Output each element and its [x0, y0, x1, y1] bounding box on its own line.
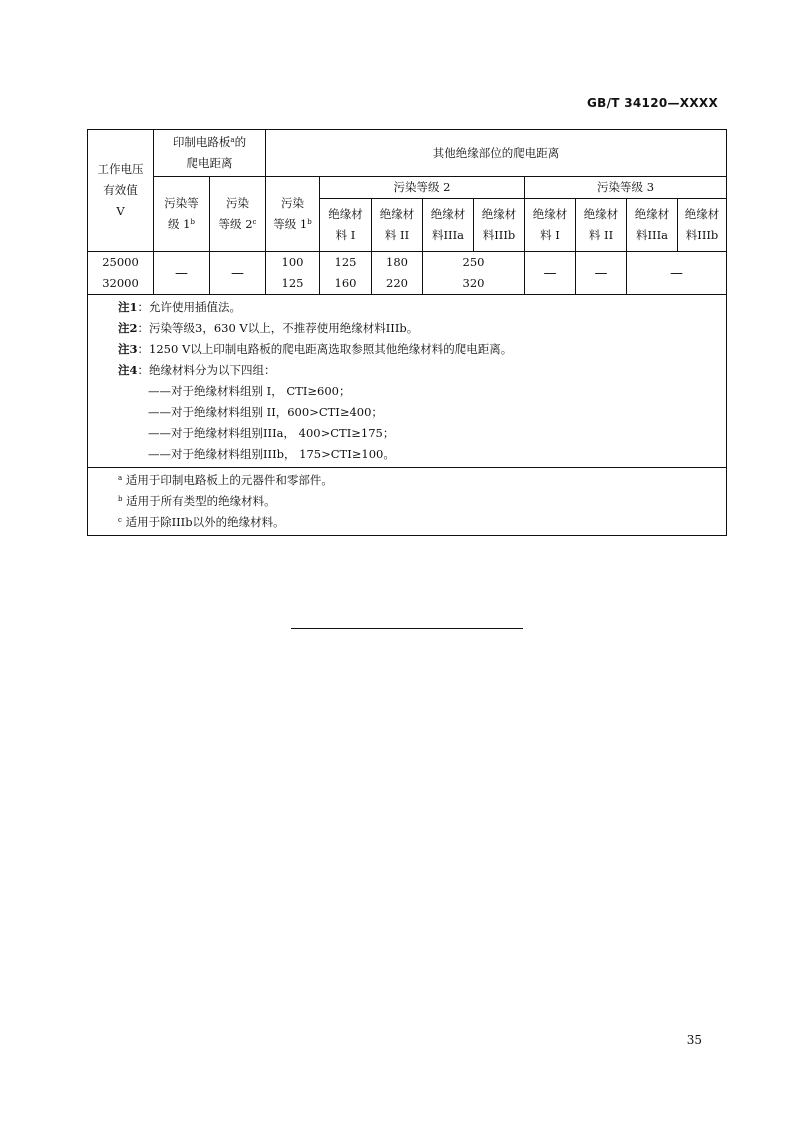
footnote: $^b$ 适用于所有类型的绝缘材料。	[118, 494, 276, 508]
note: 注3：1250 V以上印制电路板的爬电距离选取参照其他绝缘材料的爬电距离。	[118, 342, 513, 356]
footnote: $^a$ 适用于印制电路板上的元器件和零部件。	[118, 473, 333, 487]
value-cell: 100 125	[266, 252, 320, 295]
material-header: 绝缘材 料IIIa	[423, 199, 474, 252]
note: 注2：污染等级3，630 V以上，不推荐使用绝缘材料IIIb。	[118, 321, 419, 335]
footnote: $^c$ 适用于除IIIb以外的绝缘材料。	[118, 515, 285, 529]
value-cell: 125 160	[320, 252, 372, 295]
end-divider	[291, 628, 523, 629]
material-header: 绝缘材 料 I	[525, 199, 576, 252]
other-pollution-1-header: 污染 等级 1$^b$	[266, 177, 320, 252]
other-insulation-header: 其他绝缘部位的爬电距离	[266, 130, 727, 177]
material-header: 绝缘材 料 II	[576, 199, 627, 252]
page-number: 35	[686, 1033, 702, 1047]
voltage-header: 工作电压 有效值 V	[88, 130, 154, 252]
pcb-pollution-1-header: 污染等 级 1$^b$	[154, 177, 210, 252]
pcb-pollution-2-header: 污染 等级 2$^c$	[210, 177, 266, 252]
table-row	[88, 252, 727, 295]
material-header: 绝缘材 料IIIb	[678, 199, 727, 252]
material-header: 绝缘材 料 II	[372, 199, 423, 252]
group-item: ——对于绝缘材料组别 II，600>CTI≥400；	[148, 405, 383, 419]
creepage-table	[87, 129, 727, 536]
pollution-2-header: 污染等级 2	[320, 177, 525, 199]
dash-cell: —	[627, 252, 727, 295]
dash-cell: —	[576, 252, 627, 295]
material-header: 绝缘材 料IIIb	[474, 199, 525, 252]
document-code: GB/T 34120—XXXX	[587, 96, 718, 110]
dash-cell: —	[525, 252, 576, 295]
value-cell: 180 220	[372, 252, 423, 295]
material-header: 绝缘材 料 I	[320, 199, 372, 252]
value-cell: 250 320	[423, 252, 525, 295]
note: 注4：绝缘材料分为以下四组：	[118, 363, 276, 377]
notes-section	[88, 295, 727, 468]
pollution-3-header: 污染等级 3	[525, 177, 727, 199]
group-item: ——对于绝缘材料组别 I， CTI≥600；	[148, 384, 351, 398]
note: 注1：允许使用插值法。	[118, 300, 242, 314]
group-item: ——对于绝缘材料组别IIIa， 400>CTI≥175；	[148, 426, 395, 440]
dash-cell: —	[154, 252, 210, 295]
footnotes-section	[88, 468, 727, 536]
dash-cell: —	[210, 252, 266, 295]
material-header: 绝缘材 料IIIa	[627, 199, 678, 252]
group-item: ——对于绝缘材料组别IIIb， 175>CTI≥100。	[148, 447, 395, 461]
voltage-cell: 25000 32000	[88, 252, 154, 295]
pcb-header: 印制电路板$^a$的 爬电距离	[154, 130, 266, 177]
